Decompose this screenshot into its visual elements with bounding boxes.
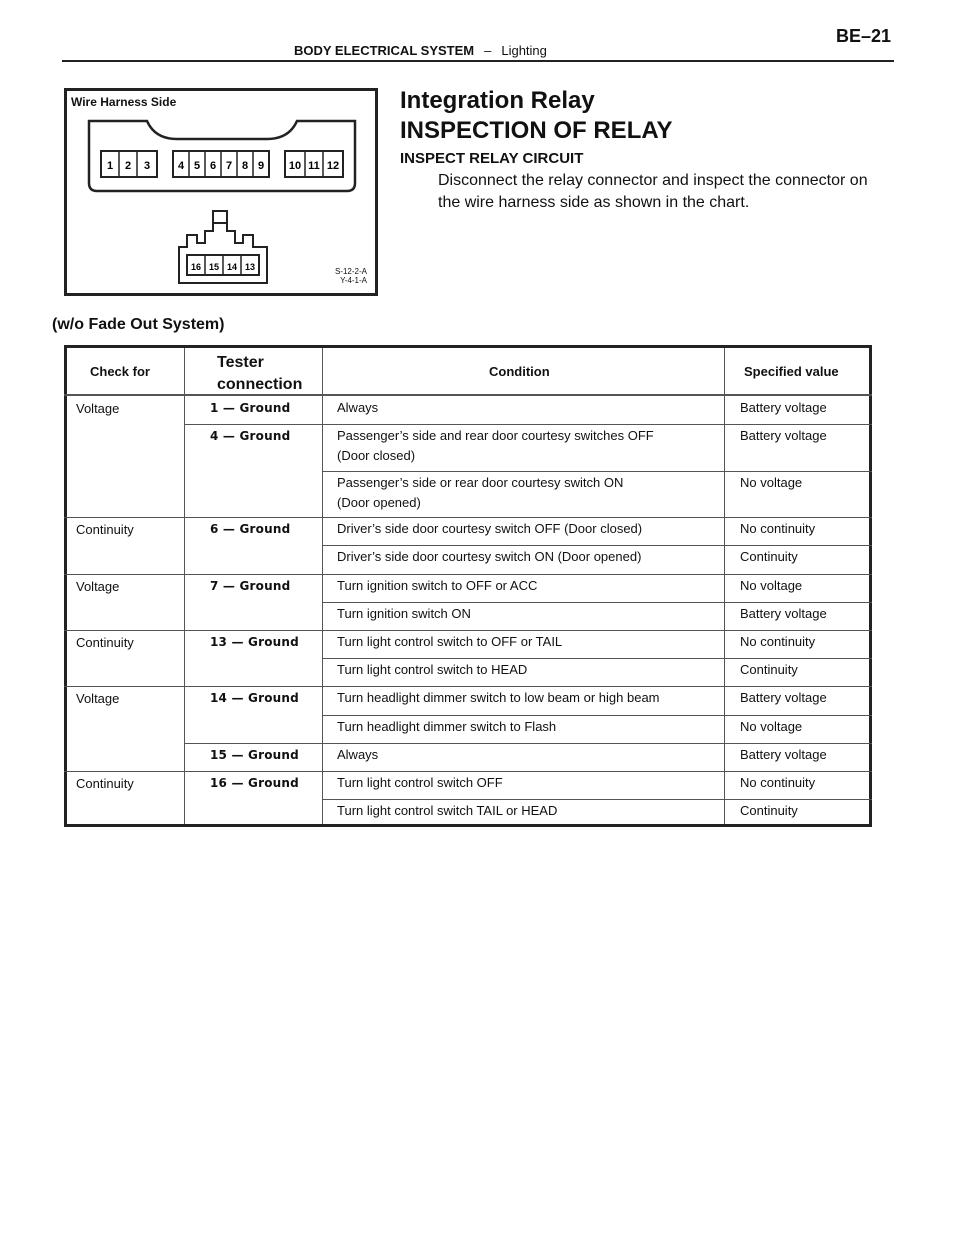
- specified-value-cell: No continuity: [740, 775, 816, 790]
- condition-cell: Turn ignition switch ON: [337, 605, 471, 621]
- header-rule: [64, 394, 872, 396]
- header-condition: Condition: [489, 364, 550, 379]
- specified-value-cell: No continuity: [740, 634, 816, 649]
- pin-label: 9: [257, 160, 265, 172]
- header-check-for: Check for: [90, 364, 150, 379]
- tester-connection-cell: 14 — Ground: [210, 691, 299, 706]
- condition-cell: Turn headlight dimmer switch to Flash: [337, 718, 557, 734]
- tester-connection-cell: 6 — Ground: [210, 522, 291, 537]
- specified-value-cell: Battery voltage: [740, 746, 827, 762]
- group-rule: [184, 686, 872, 687]
- check-rule: [64, 686, 184, 687]
- tester-connection-cell: 7 — Ground: [210, 578, 291, 593]
- specified-value-cell: No voltage: [740, 577, 803, 593]
- section-title: Integration Relay: [400, 87, 595, 114]
- check-for-cell: Continuity: [76, 776, 134, 791]
- pin-label: 1: [106, 160, 114, 172]
- table-title: (w/o Fade Out System): [52, 316, 225, 333]
- condition-cell: (Door closed): [337, 448, 416, 464]
- section-heading: INSPECTION OF RELAY: [400, 117, 673, 144]
- column-rule: [322, 348, 323, 824]
- specified-value-cell: Battery voltage: [740, 428, 827, 444]
- condition-cell: Turn light control switch OFF: [337, 775, 503, 790]
- pin-label: 2: [124, 160, 132, 172]
- connector-figure: [64, 88, 378, 296]
- check-rule: [64, 771, 184, 772]
- check-for-cell: Voltage: [76, 691, 120, 707]
- header-rule: [62, 60, 894, 62]
- condition-cell: Turn light control switch to HEAD: [337, 662, 528, 678]
- condition-cell: Passenger’s side and rear door courtesy switches OFF: [337, 428, 654, 444]
- header-section: BODY ELECTRICAL SYSTEM: [294, 43, 475, 58]
- condition-cell: (Door opened): [337, 494, 421, 510]
- page-number: BE–21: [836, 26, 892, 46]
- header-tester-line: connection: [217, 376, 303, 393]
- specified-value-cell: Battery voltage: [740, 400, 827, 415]
- pin-label: 3: [143, 160, 151, 172]
- check-for-cell: Voltage: [76, 578, 120, 594]
- specified-value-cell: No continuity: [740, 521, 816, 537]
- check-rule: [64, 517, 184, 518]
- pin-label: 8: [241, 160, 249, 172]
- group-rule: [184, 574, 872, 575]
- section-subheading: INSPECT RELAY CIRCUIT: [400, 150, 584, 167]
- tester-connection-cell: 15 — Ground: [210, 747, 299, 762]
- pin-label: 15: [208, 262, 220, 272]
- tester-connection-cell: 13 — Ground: [210, 635, 299, 649]
- pin-label: 16: [190, 262, 202, 272]
- pin-label: 11: [308, 160, 320, 172]
- running-header: [294, 43, 547, 58]
- tester-connection-cell: 4 — Ground: [210, 429, 291, 444]
- condition-cell: Turn light control switch TAIL or HEAD: [337, 803, 558, 819]
- column-rule: [184, 348, 185, 824]
- specified-value-cell: Continuity: [740, 662, 798, 678]
- column-rule: [724, 348, 725, 824]
- pin-label: 4: [177, 160, 185, 172]
- specified-value-cell: Continuity: [740, 549, 798, 565]
- row-rule: [322, 715, 872, 716]
- condition-cell: Turn light control switch to OFF or TAIL: [337, 634, 563, 649]
- group-rule: [184, 517, 872, 518]
- check-for-cell: Continuity: [76, 522, 134, 538]
- specified-value-cell: Battery voltage: [740, 605, 827, 621]
- row-rule: [322, 602, 872, 603]
- header-separator: –: [484, 43, 492, 58]
- condition-cell: Passenger’s side or rear door courtesy switch ON: [337, 474, 624, 490]
- row-rule: [322, 471, 872, 472]
- condition-cell: Always: [337, 400, 379, 415]
- condition-cell: Driver’s side door courtesy switch OFF (Door closed): [337, 521, 643, 537]
- pin-label: 7: [225, 160, 233, 172]
- pin-label: 12: [326, 160, 340, 172]
- figure-caption: [335, 267, 367, 285]
- check-rule: [64, 630, 184, 631]
- group-rule: [184, 424, 872, 425]
- pin-label: 6: [209, 160, 217, 172]
- row-rule: [322, 658, 872, 659]
- pin-label: 10: [288, 160, 302, 172]
- pin-label: 5: [193, 160, 201, 172]
- figure-caption-line: S-12-2-A: [334, 267, 367, 276]
- tester-connection-cell: 1 — Ground: [210, 401, 291, 415]
- check-for-cell: Voltage: [76, 401, 120, 416]
- row-rule: [322, 799, 872, 800]
- header-subsection: Lighting: [501, 43, 547, 58]
- group-rule: [184, 743, 872, 744]
- specified-value-cell: No voltage: [740, 474, 803, 490]
- inspection-table: [64, 345, 872, 827]
- figure-caption-line: Y-4-1-A: [340, 276, 367, 285]
- tester-connection-cell: 16 — Ground: [210, 776, 299, 790]
- check-rule: [64, 574, 184, 575]
- header-tester-line: Tester: [217, 354, 264, 371]
- group-rule: [184, 630, 872, 631]
- pin-label: 14: [226, 262, 238, 272]
- condition-cell: Turn headlight dimmer switch to low beam or high beam: [337, 690, 660, 706]
- header-specified-value: Specified value: [744, 364, 839, 379]
- section-paragraph: Disconnect the relay connector and inspect the connector on the wire harness side as shown in the chart.: [438, 172, 868, 211]
- specified-value-cell: No voltage: [740, 718, 803, 734]
- specified-value-cell: Continuity: [740, 803, 798, 819]
- figure-title: Wire Harness Side: [71, 95, 177, 109]
- check-for-cell: Continuity: [76, 635, 134, 650]
- pin-label: 13: [244, 262, 256, 272]
- condition-cell: Always: [337, 746, 379, 762]
- connector-diagram: [67, 91, 375, 293]
- condition-cell: Turn ignition switch to OFF or ACC: [337, 577, 538, 593]
- row-rule: [322, 545, 872, 546]
- specified-value-cell: Battery voltage: [740, 690, 827, 706]
- condition-cell: Driver’s side door courtesy switch ON (Door opened): [337, 549, 642, 565]
- header-tester-connection: [217, 352, 302, 396]
- group-rule: [184, 771, 872, 772]
